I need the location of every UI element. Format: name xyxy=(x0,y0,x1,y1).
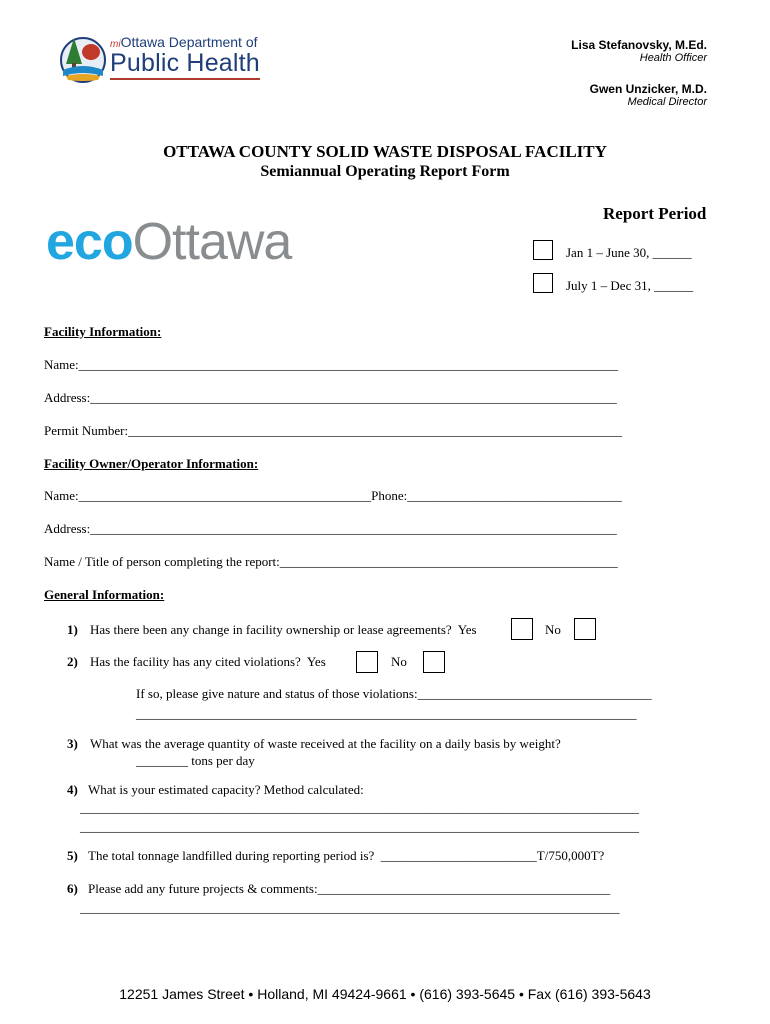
period-july-dec-label: July 1 – Dec 31, ______ xyxy=(566,278,694,293)
q2-number: 2) xyxy=(67,654,78,669)
logo-public-health-text: Public Health xyxy=(110,49,260,77)
q4-number: 4) xyxy=(67,782,78,797)
q3-text: What was the average quantity of waste received at the facility on a daily basis by weight? xyxy=(90,736,561,751)
owner-name-phone-field[interactable]: Name:_____________________________________________Phone:_________________________________ xyxy=(44,488,622,503)
footer-address: 12251 James Street • Holland, MI 49424-9661 • (616) 393-5645 • Fax (616) 393-5643 xyxy=(119,986,651,1002)
q2-followup-field[interactable]: If so, please give nature and status of those violations:____________________________________ xyxy=(136,686,652,701)
logo-underline xyxy=(110,78,260,80)
q2-text: Has the facility has any cited violations? Yes xyxy=(90,654,326,669)
q5-text[interactable]: The total tonnage landfilled during reporting period is? ________________________T/750,000T? xyxy=(88,848,605,863)
officer-title: Medical Director xyxy=(627,96,707,108)
q1-yes-checkbox[interactable] xyxy=(511,618,533,640)
q6-line[interactable]: ___________________________________________________________________________________ xyxy=(80,900,620,915)
period-july-dec-checkbox[interactable] xyxy=(533,273,553,293)
q2-no-checkbox[interactable] xyxy=(423,651,445,673)
q4-line-1[interactable]: ______________________________________________________________________________________ xyxy=(80,800,639,815)
facility-name-field[interactable]: Name:___________________________________________________________________________________ xyxy=(44,357,619,372)
q1-text: Has there been any change in facility ownership or lease agreements? Yes xyxy=(90,622,477,637)
officer-name: Lisa Stefanovsky, M.Ed. xyxy=(571,38,707,52)
q3-number: 3) xyxy=(67,736,78,751)
q1-no-label: No xyxy=(545,622,561,637)
period-jan-june-checkbox[interactable] xyxy=(533,240,553,260)
officer-name: Gwen Unzicker, M.D. xyxy=(589,82,707,96)
general-info-heading: General Information: xyxy=(44,587,165,602)
eco-ottawa-logo: ecoOttawa xyxy=(46,213,292,271)
report-completer-field[interactable]: Name / Title of person completing the report:____________________________________________________ xyxy=(44,554,618,569)
officer-2 xyxy=(590,82,707,108)
officer-title: Health Officer xyxy=(639,52,707,64)
owner-info-heading: Facility Owner/Operator Information: xyxy=(44,456,259,471)
q6-text[interactable]: Please add any future projects & comments:_____________________________________________ xyxy=(88,881,611,896)
period-jan-june-label: Jan 1 – June 30, ______ xyxy=(566,245,692,260)
q2-no-label: No xyxy=(391,654,407,669)
q1-no-checkbox[interactable] xyxy=(574,618,596,640)
form-subtitle: Semiannual Operating Report Form xyxy=(260,163,510,180)
q2-followup-line[interactable]: _____________________________________________________________________________ xyxy=(136,706,637,721)
officer-1 xyxy=(571,38,707,64)
report-period-heading: Report Period xyxy=(603,204,707,223)
q3-tons-field[interactable]: ________ tons per day xyxy=(136,753,255,768)
q4-line-2[interactable]: ______________________________________________________________________________________ xyxy=(80,819,639,834)
q5-number: 5) xyxy=(67,848,78,863)
q2-yes-checkbox[interactable] xyxy=(356,651,378,673)
q1-number: 1) xyxy=(67,622,78,637)
q6-number: 6) xyxy=(67,881,78,896)
form-title: OTTAWA COUNTY SOLID WASTE DISPOSAL FACILITY xyxy=(163,142,607,161)
facility-info-heading: Facility Information: xyxy=(44,324,162,339)
tree-emblem-icon xyxy=(58,30,108,86)
facility-address-field[interactable]: Address:_________________________________________________________________________________ xyxy=(44,390,617,405)
q4-text: What is your estimated capacity? Method calculated: xyxy=(88,782,364,797)
owner-address-field[interactable]: Address:_________________________________________________________________________________ xyxy=(44,521,617,536)
logo-department-text: miOttawa Department of xyxy=(110,34,258,50)
permit-number-field[interactable]: Permit Number:____________________________________________________________________________ xyxy=(44,423,623,438)
